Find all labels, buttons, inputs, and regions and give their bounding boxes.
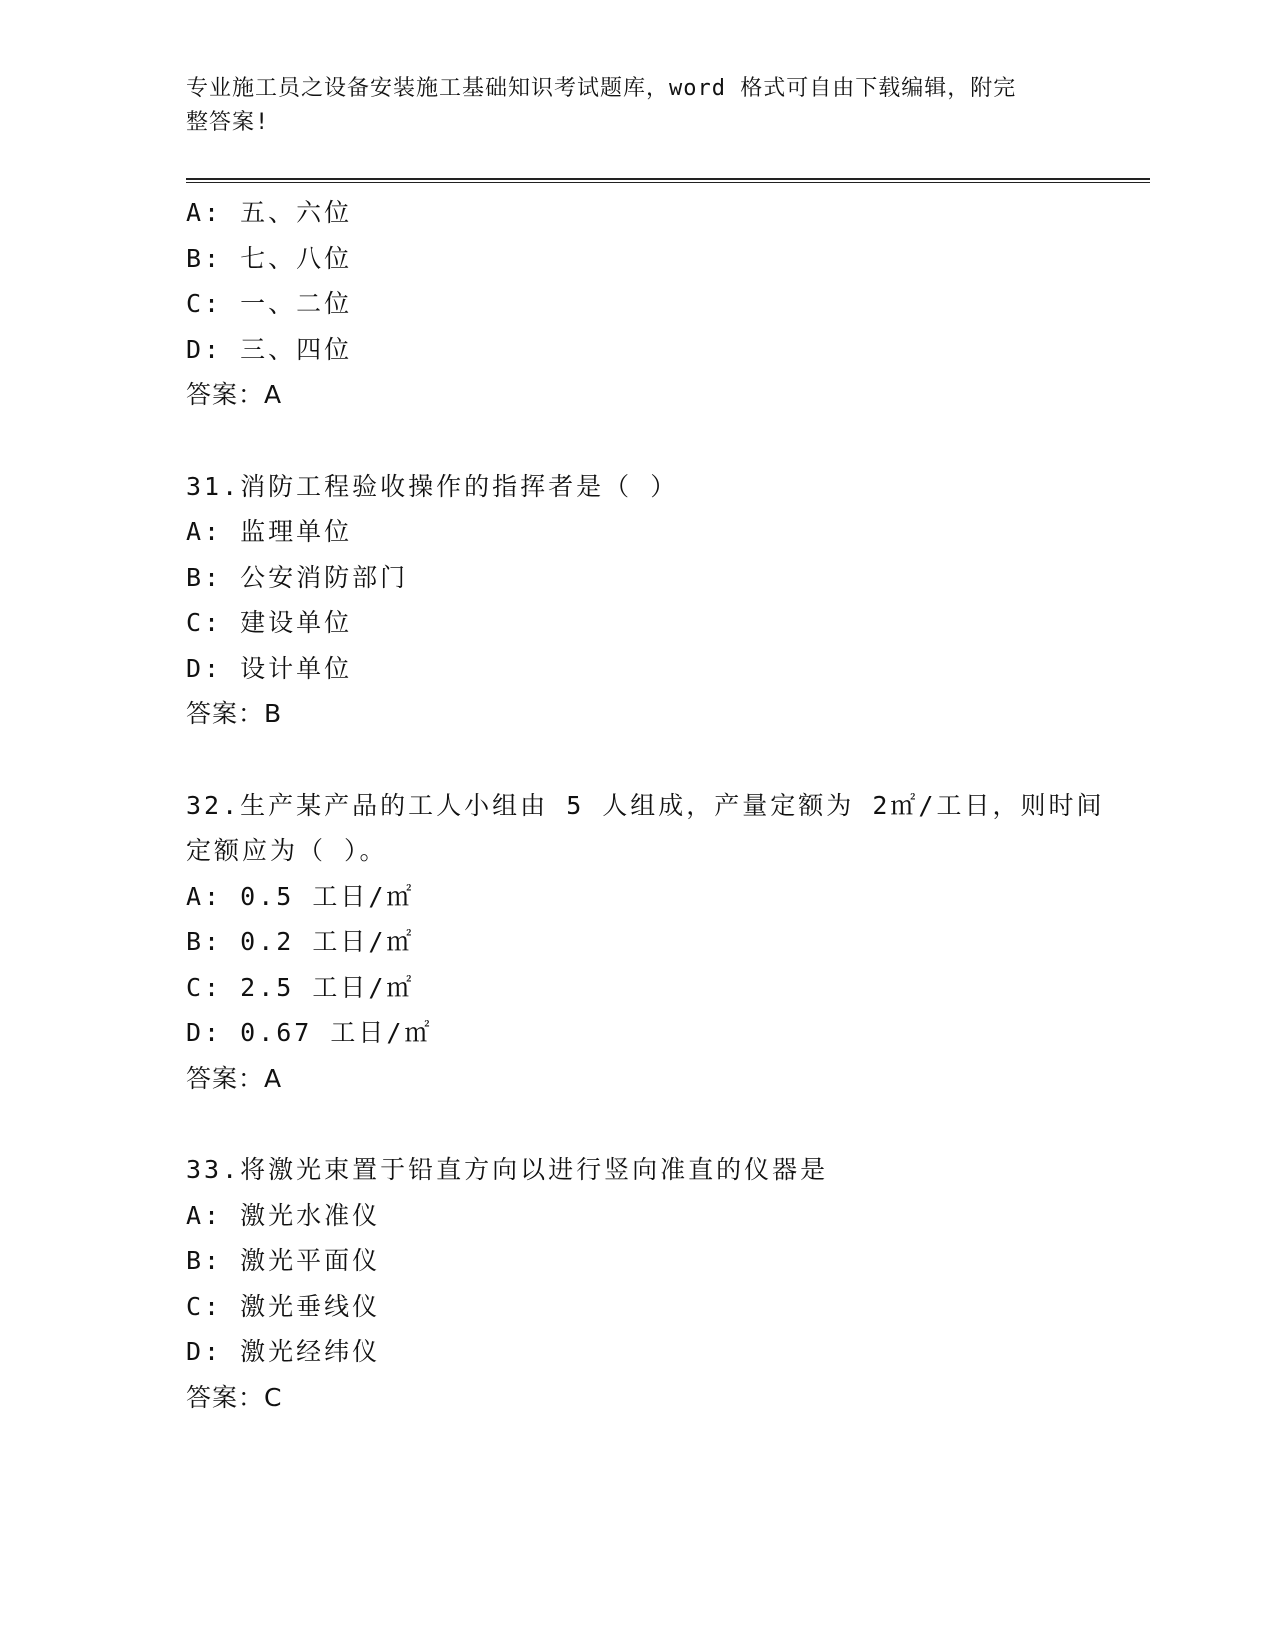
spacer <box>186 418 1106 464</box>
option-b: B: 0.2 工日/㎡ <box>186 927 415 956</box>
document-header <box>186 72 1066 140</box>
option-a: A: 五、六位 <box>186 198 353 227</box>
option-d: D: 0.67 工日/㎡ <box>186 1018 433 1047</box>
header-line-2: 整答案! <box>186 110 270 135</box>
answer-line: 答案：C <box>186 1382 283 1412</box>
question-stem: 31.消防工程验收操作的指挥者是（ ） <box>186 471 679 501</box>
spacer <box>186 737 1106 783</box>
option-a: A: 激光水准仪 <box>186 1200 381 1230</box>
option-c: C: 建设单位 <box>186 608 353 637</box>
question-stem-continued: 定额应为（ ）。 <box>186 836 388 865</box>
option-c: C: 2.5 工日/㎡ <box>186 972 415 1002</box>
option-a: A: 监理单位 <box>186 517 353 546</box>
option-d: D: 设计单位 <box>186 653 353 683</box>
question-30 <box>186 190 1106 418</box>
option-c: C: 一、二位 <box>186 289 353 318</box>
option-d: D: 激光经纬仪 <box>186 1337 381 1366</box>
question-stem: 32.生产某产品的工人小组由 5 人组成，产量定额为 2㎡/工日，则时间 <box>186 790 1105 820</box>
option-c: C: 激光垂线仪 <box>186 1291 381 1321</box>
question-32 <box>186 783 1106 1102</box>
header-divider-thick <box>186 178 1150 180</box>
option-b: B: 公安消防部门 <box>186 562 409 592</box>
header-line-1: 专业施工员之设备安装施工基础知识考试题库，word 格式可自由下载编辑，附完 <box>186 76 1017 101</box>
option-b: B: 七、八位 <box>186 243 353 273</box>
option-a: A: 0.5 工日/㎡ <box>186 881 415 911</box>
question-33 <box>186 1147 1106 1420</box>
option-b: B: 激光平面仪 <box>186 1246 381 1275</box>
answer-line: 答案：A <box>186 1063 283 1093</box>
question-list <box>186 190 1106 1420</box>
question-31 <box>186 464 1106 737</box>
header-divider-thin <box>186 182 1150 183</box>
answer-line: 答案：B <box>186 699 283 728</box>
option-d: D: 三、四位 <box>186 334 353 364</box>
spacer <box>186 1101 1106 1147</box>
answer-line: 答案：A <box>186 380 283 409</box>
question-stem: 33.将激光束置于铅直方向以进行竖向准直的仪器是 <box>186 1155 829 1184</box>
